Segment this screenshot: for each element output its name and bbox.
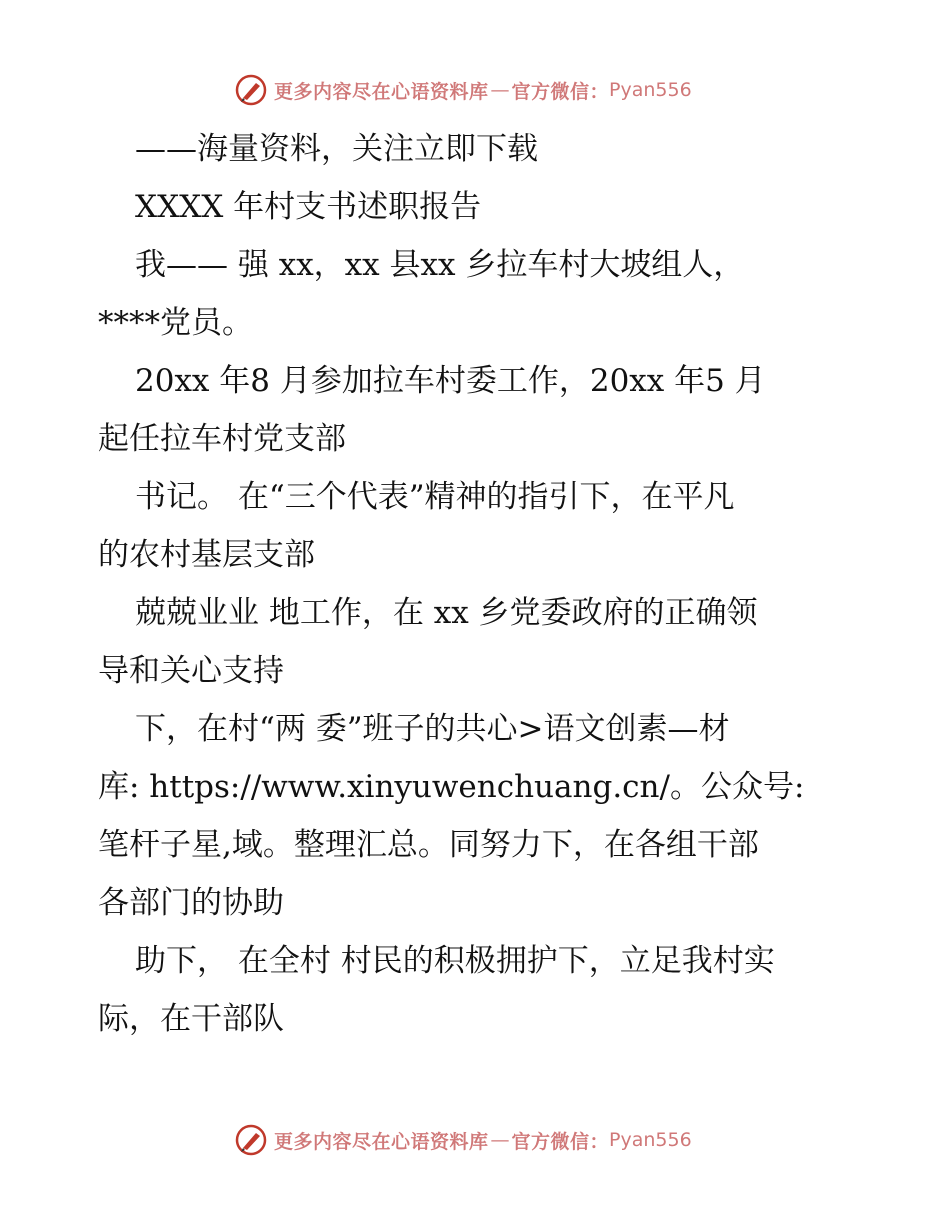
pen-logo-icon <box>234 73 268 107</box>
text-line: ——海量资料，关注立即下载 <box>135 131 538 167</box>
text-line: 20xx 年8 月参加拉车村委工作，20xx 年5 月 <box>135 363 766 399</box>
watermark-site-text: 更多内容尽在心语资料库 <box>274 1130 489 1153</box>
watermark-wechat-label: 官方微信： <box>511 80 610 103</box>
text-line: 笔杆子星,域。整理汇总。同努力下，在各组干部 <box>98 827 759 863</box>
text-line: 导和关心支持 <box>98 653 284 689</box>
text-line: ****党员。 <box>98 305 253 341</box>
text-line: 的农村基层支部 <box>98 537 315 573</box>
watermark-wechat-id: Pyan556 <box>609 1129 692 1151</box>
header-watermark <box>234 70 692 110</box>
pen-logo-icon <box>234 1123 268 1157</box>
text-line: 各部门的协助 <box>98 885 284 921</box>
watermark-separator: — <box>490 79 510 101</box>
document-title: XXXX 年村支书述职报告 <box>135 189 482 225</box>
watermark-separator: — <box>490 1129 510 1151</box>
document-body <box>98 120 868 1048</box>
text-line: 起任拉车村党支部 <box>98 421 346 457</box>
text-line: 下，在村“两 委”班子的共心>语文创素—材 <box>135 711 730 747</box>
watermark-site-text: 更多内容尽在心语资料库 <box>274 80 489 103</box>
text-line: 书记。 在“三个代表”精神的指引下，在平凡 <box>135 479 735 515</box>
text-line: 库: https://www.xinyuwenchuang.cn/。公众号: <box>98 769 805 805</box>
text-line: 我—— 强 xx，xx 县xx 乡拉车村大坡组人， <box>135 247 745 283</box>
text-line: 助下， 在全村 村民的积极拥护下，立足我村实 <box>135 943 775 979</box>
text-line: 兢兢业业 地工作，在 xx 乡党委政府的正确领 <box>135 595 758 631</box>
footer-watermark <box>234 1120 692 1160</box>
text-line: 际，在干部队 <box>98 1001 284 1037</box>
watermark-wechat-id: Pyan556 <box>609 79 692 101</box>
watermark-wechat-label: 官方微信： <box>511 1130 610 1153</box>
